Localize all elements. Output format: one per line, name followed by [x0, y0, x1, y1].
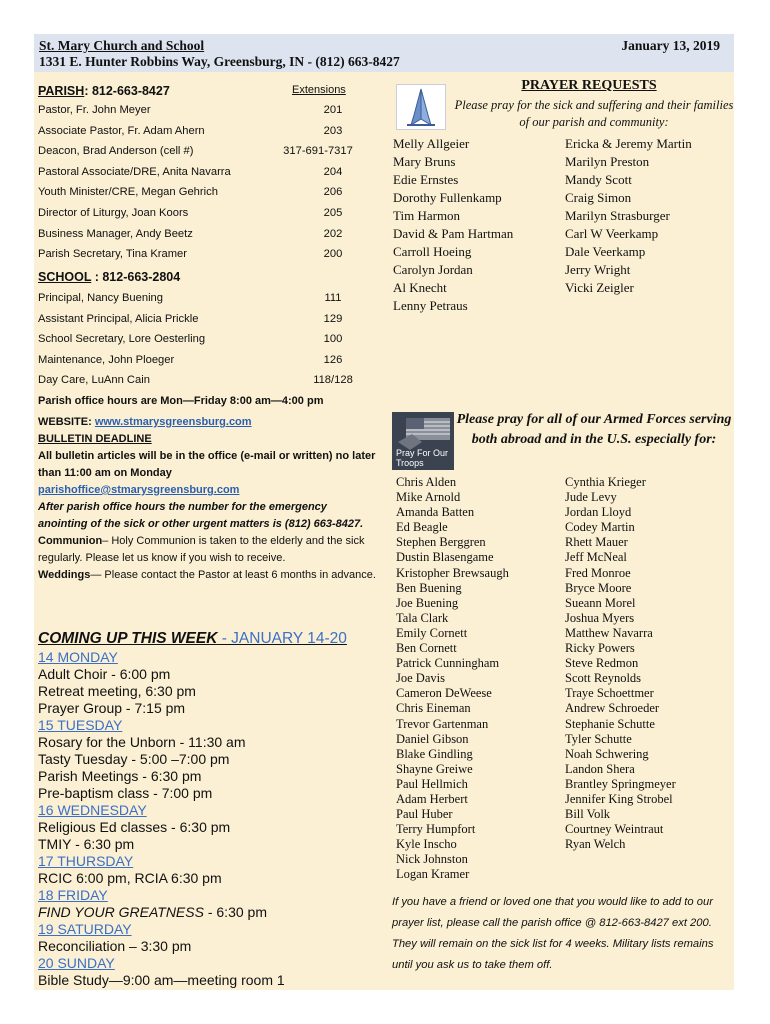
weddings-line — [38, 567, 378, 584]
military-name: Jeff McNeal — [565, 550, 627, 565]
military-list-col2 — [565, 475, 676, 852]
event-day-heading: 20 SUNDAY — [38, 955, 115, 971]
parish-label: PARISH — [38, 84, 85, 98]
church-name: St. Mary Church and School — [39, 38, 205, 53]
military-name: Ryan Welch — [565, 837, 626, 852]
parish-staff-row — [38, 104, 368, 124]
event-item-time: - 6:30 pm — [203, 904, 267, 920]
praying-hands-icon — [396, 84, 446, 130]
parish-staff-name: Associate Pastor, Fr. Adam Ahern — [38, 124, 205, 137]
school-phone: : 812-663-2804 — [91, 270, 181, 284]
troops-flag-image — [392, 412, 454, 470]
school-staff-name: Day Care, LuAnn Cain — [38, 374, 150, 387]
military-name: Shayne Greiwe — [396, 761, 473, 776]
military-name: Ricky Powers — [565, 641, 635, 656]
military-name: Steve Redmon — [565, 656, 639, 671]
military-name: Terry Humpfort — [396, 822, 476, 837]
prayer-name: Carl W Veerkamp — [565, 226, 659, 241]
parish-staff-extension: 200 — [323, 248, 343, 261]
event-item: Parish Meetings - 6:30 pm — [38, 768, 202, 784]
military-name: Daniel Gibson — [396, 731, 469, 746]
military-name: Fred Monroe — [565, 565, 631, 580]
parish-email-link[interactable]: parishoffice@stmarysgreensburg.com — [38, 484, 240, 496]
event-item: TMIY - 6:30 pm — [38, 836, 135, 852]
event-item: Rosary for the Unborn - 11:30 am — [38, 734, 246, 750]
military-name: Trevor Gartenman — [396, 716, 489, 731]
deadline-label: BULLETIN DEADLINE — [38, 433, 152, 445]
parish-staff-name: Director of Liturgy, Joan Koors — [38, 207, 189, 219]
event-day-heading: 17 THURSDAY — [38, 853, 134, 869]
event-item: Retreat meeting, 6:30 pm — [38, 683, 196, 699]
prayer-name: Dorothy Fullenkamp — [393, 190, 502, 205]
event-item: Prayer Group - 7:15 pm — [38, 700, 186, 716]
communion-label: Communion — [38, 535, 103, 547]
parish-staff-name: Pastor, Fr. John Meyer — [38, 104, 151, 116]
military-name: Stephen Berggren — [396, 535, 486, 550]
parish-staff-extension: 204 — [323, 165, 343, 178]
military-name: Landon Shera — [565, 761, 635, 776]
military-name: Chris Alden — [396, 475, 457, 489]
military-name: Dustin Blasengame — [396, 550, 494, 565]
military-name: Cameron DeWeese — [396, 686, 492, 701]
military-name: Joshua Myers — [565, 610, 635, 625]
prayer-name: Melly Allgeier — [393, 136, 470, 151]
website-line: WEBSITE: www.stmarysgreensburg.com — [38, 416, 252, 428]
school-staff-row — [38, 333, 368, 353]
military-name: Joe Buening — [396, 595, 459, 610]
website-link[interactable]: www.stmarysgreensburg.com — [94, 416, 252, 428]
parish-staff-row — [38, 207, 368, 227]
military-name: Adam Herbert — [396, 791, 468, 806]
military-name: Bryce Moore — [565, 580, 632, 595]
event-item — [38, 904, 378, 921]
prayer-list-col2 — [565, 135, 692, 297]
prayer-name: Marilyn Preston — [565, 154, 650, 169]
school-heading — [38, 270, 180, 284]
parish-staff-name: Deacon, Brad Anderson (cell #) — [38, 145, 194, 158]
event-item: Reconciliation – 3:30 pm — [38, 938, 192, 954]
prayer-name: David & Pam Hartman — [393, 226, 514, 241]
parish-staff-extension: 206 — [323, 186, 343, 199]
parish-staff-row — [38, 145, 368, 165]
military-name: Sueann Morel — [565, 595, 636, 610]
event-item: Pre-baptism class - 7:00 pm — [38, 785, 213, 801]
info-block — [38, 393, 378, 584]
military-name: Brantley Springmeyer — [565, 776, 676, 791]
school-staff-extension: 100 — [323, 333, 343, 346]
prayer-name: Mandy Scott — [565, 172, 632, 187]
event-item: Bible Study—9:00 am—meeting room 1 — [38, 972, 285, 988]
school-staff-row — [38, 292, 368, 312]
military-name: Scott Reynolds — [565, 671, 642, 686]
prayer-list-col1 — [393, 135, 513, 315]
military-name: Jordan Lloyd — [565, 505, 632, 520]
military-name: Kyle Inscho — [396, 837, 457, 852]
prayer-name: Vicki Zeigler — [565, 280, 634, 295]
military-name: Codey Martin — [565, 520, 635, 535]
school-staff-name: Maintenance, John Ploeger — [38, 353, 175, 366]
church-address: 1331 E. Hunter Robbins Way, Greensburg, IN - (812) 663-8427 — [39, 54, 400, 69]
military-name: Jude Levy — [565, 490, 617, 505]
prayer-name: Mary Bruns — [393, 154, 456, 169]
event-item: RCIC 6:00 pm, RCIA 6:30 pm — [38, 870, 222, 886]
event-day-heading: 19 SATURDAY — [38, 921, 132, 937]
military-name: Ed Beagle — [396, 520, 448, 535]
military-name: Chris Eineman — [396, 701, 471, 716]
school-staff-extension: 111 — [324, 292, 342, 304]
military-name: Nick Johnston — [396, 852, 468, 867]
school-staff-extension: 126 — [323, 353, 343, 366]
prayer-name: Dale Veerkamp — [565, 244, 646, 259]
parish-heading — [38, 84, 170, 98]
military-name: Noah Schwering — [565, 746, 649, 761]
military-name: Tyler Schutte — [565, 731, 632, 746]
military-name: Rhett Mauer — [565, 535, 628, 550]
prayer-name: Jerry Wright — [565, 262, 631, 277]
school-staff-name: Assistant Principal, Alicia Prickle — [38, 312, 199, 325]
parish-staff-row — [38, 125, 368, 145]
communion-text: – Holy Communion is taken to the elderly and the sick regularly. Please let us know if you wish to receive. — [38, 535, 365, 564]
prayer-name: Carolyn Jordan — [393, 262, 473, 277]
school-staff-row — [38, 354, 368, 374]
military-name: Joe Davis — [396, 671, 445, 686]
prayer-name: Al Knecht — [393, 280, 447, 295]
event-item-highlight: FIND YOUR GREATNESS — [38, 904, 204, 920]
coming-up-title — [38, 630, 378, 647]
deadline-text: All bulletin articles will be in the office (e-mail or written) no later than 11:00 am on Monday — [38, 450, 376, 479]
military-name: Stephanie Schutte — [565, 716, 655, 731]
coming-up-section — [38, 630, 378, 989]
parish-staff-row — [38, 228, 368, 248]
event-day-heading: 18 FRIDAY — [38, 887, 108, 903]
military-name: Paul Huber — [396, 807, 453, 822]
prayer-name: Edie Ernstes — [393, 172, 459, 187]
bulletin-date: January 13, 2019 — [621, 38, 720, 53]
parish-phone: : 812-663-8427 — [84, 84, 170, 98]
event-item: Adult Choir - 6:00 pm — [38, 666, 171, 682]
parish-staff-extension: 203 — [323, 124, 343, 137]
military-name: Blake Gindling — [396, 746, 473, 761]
parish-staff-extension: 201 — [323, 104, 343, 116]
office-hours: Parish office hours are Mon—Friday 8:00 am—4:00 pm — [38, 395, 324, 407]
parish-staff-name: Youth Minister/CRE, Megan Gehrich — [38, 186, 218, 199]
weddings-text: — Please contact the Pastor at least 6 months in advance. — [90, 569, 376, 581]
bulletin-header — [34, 34, 734, 72]
military-name: Amanda Batten — [396, 505, 475, 520]
parish-staff-name: Parish Secretary, Tina Kramer — [38, 248, 188, 261]
event-day-heading: 15 TUESDAY — [38, 717, 123, 733]
parish-staff-row — [38, 248, 368, 268]
military-name: Logan Kramer — [396, 867, 470, 882]
prayer-requests-title: PRAYER REQUESTS — [521, 78, 657, 93]
parish-email-line — [38, 482, 378, 499]
parish-staff-row — [38, 166, 368, 186]
website-label: WEBSITE — [38, 416, 89, 428]
military-name: Matthew Navarra — [565, 625, 653, 640]
school-staff-name: School Secretary, Lore Oesterling — [38, 333, 206, 346]
parish-staff-row — [38, 186, 368, 206]
coming-up-list — [38, 649, 378, 989]
school-staff-row — [38, 313, 368, 333]
bulletin-page — [34, 34, 734, 990]
communion-line — [38, 533, 378, 567]
military-list-col1 — [396, 475, 509, 883]
school-label: SCHOOL — [38, 270, 92, 284]
parish-staff-extension: 317-691-7317 — [283, 145, 353, 158]
prayer-name: Craig Simon — [565, 190, 632, 205]
military-name: Ben Buening — [396, 580, 462, 595]
military-name: Ben Cornett — [396, 641, 457, 656]
event-day-heading: 14 MONDAY — [38, 649, 118, 665]
military-name: Bill Volk — [565, 807, 611, 822]
troops-image-caption: Pray For Our Troops — [396, 448, 449, 468]
military-name: Paul Hellmich — [396, 776, 468, 791]
prayer-name: Ericka & Jeremy Martin — [565, 136, 692, 151]
coming-up-label: COMING UP THIS WEEK — [38, 630, 218, 647]
prayer-name: Carroll Hoeing — [393, 244, 472, 259]
school-staff-name: Principal, Nancy Buening — [38, 292, 163, 304]
weddings-label: Weddings — [38, 569, 91, 581]
emergency-text: After parish office hours the number for the emergency anointing of the sick or other urgent matters is (812) 663-8427. — [38, 501, 364, 530]
parish-staff-extension: 205 — [323, 207, 343, 219]
extensions-heading: Extensions — [292, 84, 346, 96]
military-name: Tala Clark — [396, 610, 449, 625]
school-staff-row — [38, 374, 368, 394]
school-staff-extension: 129 — [323, 312, 343, 325]
military-name: Courtney Weintraut — [565, 822, 664, 837]
parish-staff-name: Business Manager, Andy Beetz — [38, 227, 193, 240]
military-name: Patrick Cunningham — [396, 656, 500, 671]
parish-staff-extension: 202 — [323, 227, 343, 240]
military-name: Jennifer King Strobel — [565, 791, 673, 806]
parish-staff-name: Pastoral Associate/DRE, Anita Navarra — [38, 165, 231, 178]
prayer-name: Marilyn Strasburger — [565, 208, 670, 223]
military-name: Emily Cornett — [396, 625, 468, 640]
prayer-list-note: If you have a friend or loved one that you would like to add to our prayer list, please call the parish office @ 812-663-8427 ext 200. They will remain on the sick list for 4 weeks. Military lists remains until you ask us to take them off. — [392, 896, 714, 971]
event-item: Tasty Tuesday - 5:00 –7:00 pm — [38, 751, 230, 767]
military-name: Kristopher Brewsaugh — [396, 565, 509, 580]
event-item: Religious Ed classes - 6:30 pm — [38, 819, 231, 835]
event-day-heading: 16 WEDNESDAY — [38, 802, 147, 818]
military-name: Mike Arnold — [396, 490, 461, 505]
prayer-name: Lenny Petraus — [393, 298, 468, 313]
school-staff-extension: 118/128 — [313, 374, 353, 387]
prayer-name: Tim Harmon — [393, 208, 461, 223]
prayer-requests-subtitle: Please pray for the sick and suffering and their families of our parish and community: — [454, 98, 734, 129]
military-name: Cynthia Krieger — [565, 475, 646, 489]
military-name: Traye Schoettmer — [565, 686, 654, 701]
coming-up-range: - JANUARY 14-20 — [217, 630, 347, 647]
military-name: Andrew Schroeder — [565, 701, 660, 716]
armed-forces-title: Please pray for all of our Armed Forces serving both abroad and in the U.S. especially for: — [456, 412, 732, 447]
